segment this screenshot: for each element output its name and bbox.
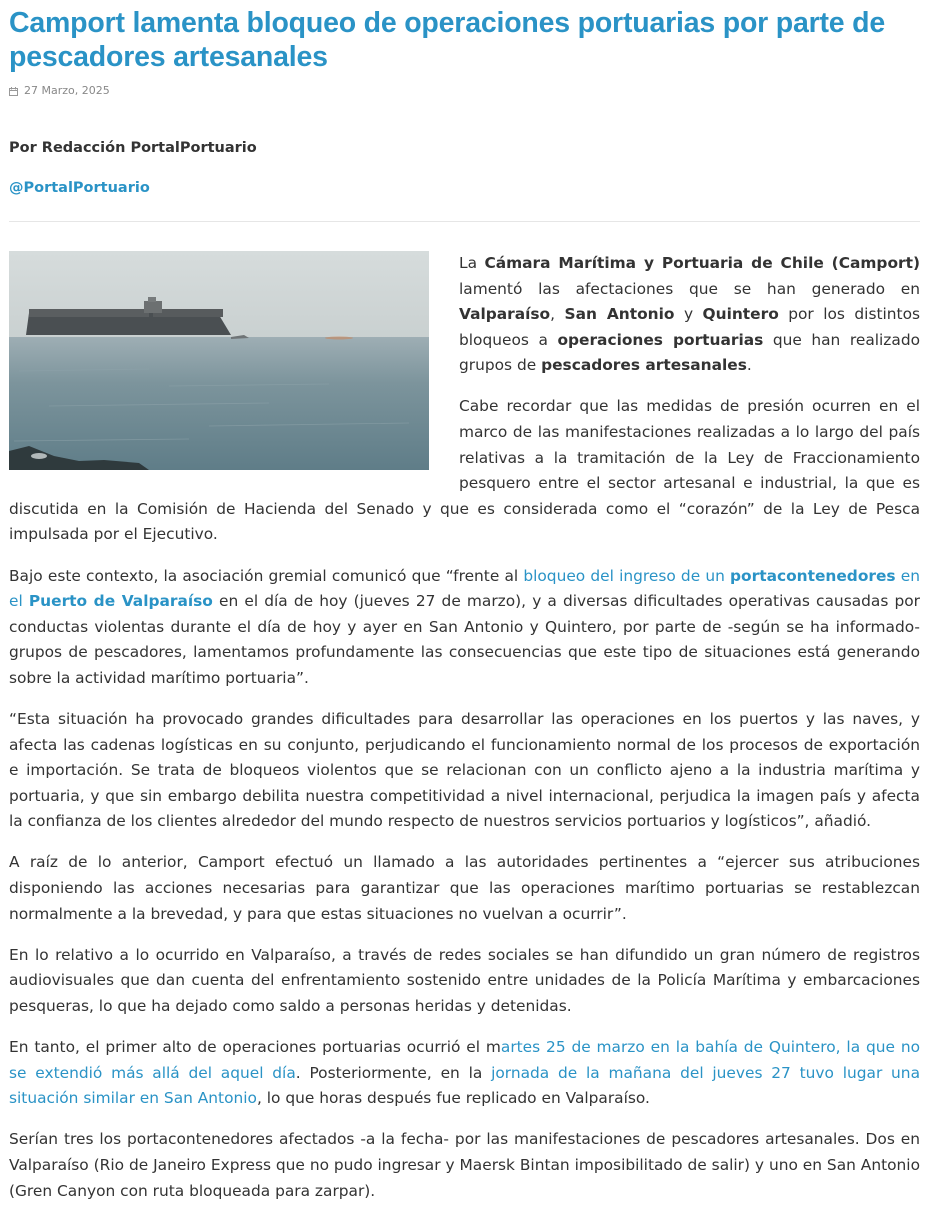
link-bloqueo-valparaiso[interactable]: bloqueo del ingreso de un portacontenedores en el Puerto de Valparaíso — [9, 566, 920, 611]
publish-date: 27 Marzo, 2025 — [24, 83, 110, 97]
paragraph-6: En lo relativo a lo ocurrido en Valparaíso, a través de redes sociales se han difundido un gran número de registros audiovisuales que dan cuenta del enfrentamiento sostenido entre unidades de la Policía Marítima y embarcaciones pesqueras, lo que ha dejado como saldo a personas heridas y detenidas. — [9, 945, 920, 1015]
paragraph-7: En tanto, el primer alto de operaciones portuarias ocurrió el martes 25 de marzo en la bahía de Quintero, la que no se extendió más allá del aquel día. Posteriormente, en la jornada de la mañana del jueves 27 tuvo lugar una situación similar en San Antonio, lo que horas después fue replicado en Valparaíso. — [9, 1038, 920, 1108]
article-byline: Por Redacción PortalPortuario — [9, 140, 257, 156]
article-body — [9, 251, 920, 1204]
twitter-handle-link[interactable]: @PortalPortuario — [9, 180, 150, 196]
paragraph-5: A raíz de lo anterior, Camport efectuó un llamado a las autoridades pertinentes a “ejercer sus atribuciones disponiendo las acciones necesarias para garantizar que las operaciones marítimo portuarias se restablezcan normalmente a la brevedad, y para que estas situaciones no vuelvan a ocurrir”. — [9, 853, 920, 923]
paragraph-8: Serían tres los portacontenedores afectados -a la fecha- por las manifestaciones de pescadores artesanales. Dos en Valparaíso (Rio de Janeiro Express que no pudo ingresar y Maersk Bintan imposibilitado de salir) y uno en San Antonio (Gren Canyon con ruta bloqueada para zarpar). — [9, 1130, 920, 1200]
ship-photo — [9, 251, 429, 470]
link-san-antonio[interactable]: jornada de la mañana del jueves 27 tuvo lugar una situación similar en San Antonio — [9, 1063, 920, 1108]
paragraph-2: Cabe recordar que las medidas de presión ocurren en el marco de las manifestaciones realizadas a lo largo del país relativas a la tramitación de la Ley de Fraccionamiento pesquero entre el sector artesanal e industrial, la que es discutida en la Comisión de Hacienda del Senado y que es considerada como el “corazón” de la Ley de Pesca impulsada por el Ejecutivo. — [9, 397, 920, 544]
paragraph-1: La Cámara Marítima y Portuaria de Chile (Camport) lamentó las afectaciones que se han generado en Valparaíso, San Antonio y Quintero por los distintos bloqueos a operaciones portuarias que han realizado grupos de pescadores artesanales. — [459, 254, 921, 375]
article-title: Camport lamenta bloqueo de operaciones portuarias por parte de pescadores artesanales — [9, 7, 886, 73]
article-page — [9, 6, 920, 1204]
link-quintero[interactable]: artes 25 de marzo en la bahía de Quintero, la que no se extendió más allá del aquel día — [9, 1038, 920, 1082]
calendar-icon — [9, 86, 18, 95]
divider — [9, 221, 920, 222]
article-meta — [9, 83, 920, 97]
paragraph-3: Bajo este contexto, la asociación gremial comunicó que “frente al bloqueo del ingreso de un portacontenedores en el Puerto de Valparaíso en el día de hoy (jueves 27 de marzo), y a diversas dificultades operativas causadas por conductas violentas durante el día de hoy y ayer en San Antonio y Quintero, por parte de -según se ha informado- grupos de pescadores, lamentamos profundamente las consecuencias que este tipo de situaciones está generando sobre la actividad marítimo portuaria”. — [9, 566, 921, 687]
paragraph-4: “Esta situación ha provocado grandes dificultades para desarrollar las operaciones en los puertos y las naves, y afecta las cadenas logísticas en su conjunto, perjudicando el funcionamiento normal de los procesos de exportación e importación. Se trata de bloqueos violentos que se relacionan con un conflicto ajeno a la industria marítima y portuaria, y que sin embargo debilita nuestra competitividad a nivel internacional, perjudica la imagen país y afecta la confianza de los clientes alrededor del mundo respecto de nuestros servicios portuarios y logísticos”, añadió. — [9, 710, 920, 831]
